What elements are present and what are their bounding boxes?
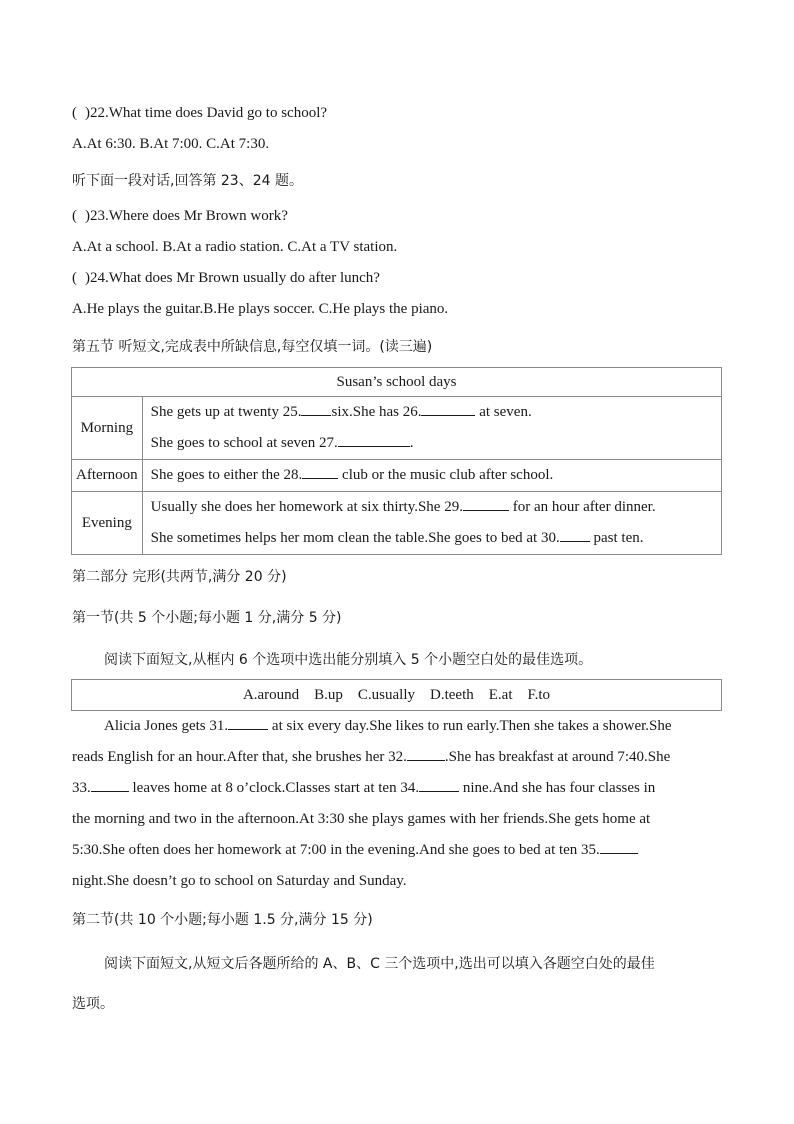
row-label-afternoon: Afternoon: [72, 460, 143, 492]
question-22: ( )22.What time does David go to school?: [72, 105, 328, 121]
row-label-evening: Evening: [72, 492, 143, 555]
morning-line-1: She gets up at twenty 25. six.She has 26. at seven.: [151, 397, 713, 428]
part-2-section-2-instruction-line-1: 阅读下面短文,从短文后各题所给的 A、B、C 三个选项中,选出可以填入各题空白处的最佳: [104, 956, 655, 972]
row-label-morning: Morning: [72, 397, 143, 460]
instruction-23-24: 听下面一段对话,回答第 23、24 题。: [72, 173, 303, 189]
blank-28[interactable]: [302, 464, 338, 479]
morning-cell: [142, 397, 721, 460]
question-23: ( )23.Where does Mr Brown work?: [72, 208, 288, 224]
evening-line-2: She sometimes helps her mom clean the table.She goes to bed at 30. past ten.: [151, 523, 713, 554]
blank-29[interactable]: [463, 496, 509, 511]
part-2-section-2-heading: 第二节(共 10 个小题;每小题 1.5 分,满分 15 分): [72, 912, 373, 928]
blank-33[interactable]: [91, 777, 129, 792]
evening-cell: [142, 492, 721, 555]
part-2-section-1-instruction: 阅读下面短文,从框内 6 个选项中选出能分别填入 5 个小题空白处的最佳选项。: [104, 652, 593, 668]
passage-line-2: reads English for an hour.After that, she brushes her 32. .She has breakfast at around 7:40.She: [72, 742, 722, 773]
passage-line-5: 5:30.She often does her homework at 7:00 in the evening.And she goes to bed at ten 35.: [72, 835, 722, 866]
passage-line-4: the morning and two in the afternoon.At 3:30 she plays games with her friends.She gets home at: [72, 811, 651, 827]
table-title: Susan’s school days: [72, 368, 722, 397]
question-23-options: A.At a school. B.At a radio station. C.At a TV station.: [72, 239, 398, 255]
blank-35[interactable]: [600, 839, 638, 854]
options-box: A.around B.up C.usually D.teeth E.at F.to: [71, 679, 722, 711]
part-2-section-1-heading: 第一节(共 5 个小题;每小题 1 分,满分 5 分): [72, 610, 342, 626]
morning-line-2: She goes to school at seven 27. .: [151, 428, 713, 459]
question-24-options: A.He plays the guitar.B.He plays soccer. C.He plays the piano.: [72, 301, 449, 317]
school-days-table: [71, 367, 722, 555]
passage-line-6: night.She doesn’t go to school on Saturday and Sunday.: [72, 873, 407, 889]
part-2-section-2-instruction-line-2: 选项。: [72, 996, 114, 1012]
passage-line-1: Alicia Jones gets 31. at six every day.She likes to run early.Then she takes a shower.She: [72, 711, 722, 742]
blank-26[interactable]: [421, 401, 475, 416]
blank-34[interactable]: [419, 777, 459, 792]
question-22-options: A.At 6:30. B.At 7:00. C.At 7:30.: [72, 136, 270, 152]
afternoon-cell: [142, 460, 721, 492]
section-5-heading: 第五节 听短文,完成表中所缺信息,每空仅填一词。(读三遍): [72, 339, 433, 355]
cloze-passage: [72, 711, 722, 897]
part-2-heading: 第二部分 完形(共两节,满分 20 分): [72, 569, 287, 585]
evening-line-1: Usually she does her homework at six thirty.She 29. for an hour after dinner.: [151, 492, 713, 523]
blank-32[interactable]: [407, 746, 445, 761]
passage-line-3: 33. leaves home at 8 o’clock.Classes start at ten 34. nine.And she has four classes in: [72, 773, 722, 804]
question-24: ( )24.What does Mr Brown usually do after lunch?: [72, 270, 380, 286]
blank-25[interactable]: [301, 401, 331, 416]
afternoon-line: She goes to either the 28. club or the music club after school.: [151, 460, 713, 491]
blank-30[interactable]: [560, 527, 590, 542]
blank-27[interactable]: [338, 432, 410, 447]
blank-31[interactable]: [228, 715, 268, 730]
